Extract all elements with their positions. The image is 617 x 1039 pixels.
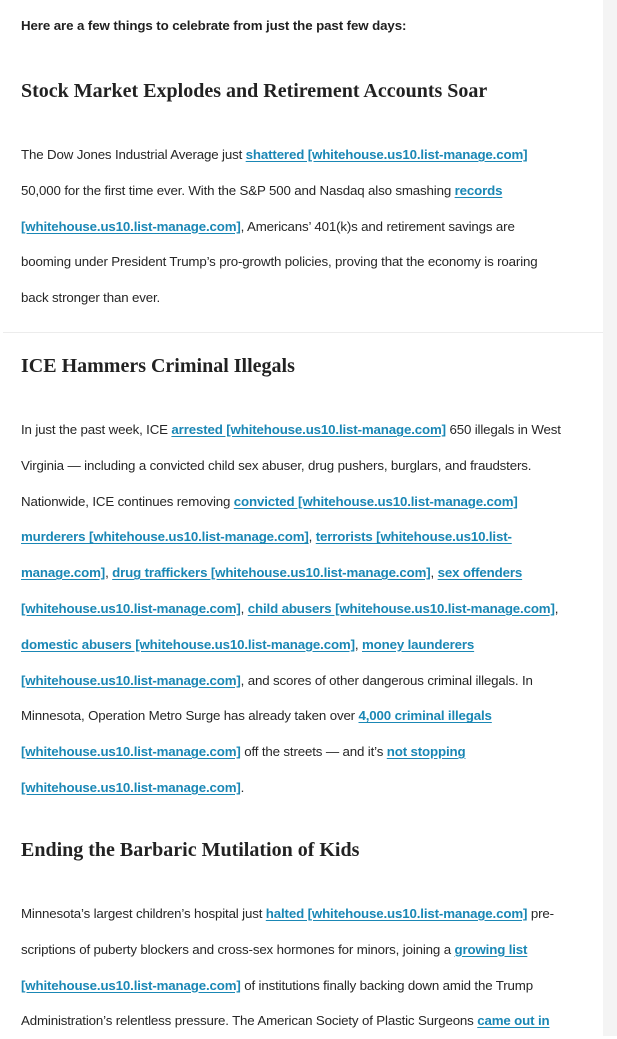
link-4000-criminal-illegals-url[interactable]: [whitehouse.us10.list-manage.com] (21, 744, 241, 760)
link-terrorists-cont[interactable]: manage.com] (21, 565, 106, 581)
text-line: [whitehouse.us10.list-manage.com], and scores of other dangerous criminal illegals. In (21, 672, 533, 688)
text-line: murderers [whitehouse.us10.list-manage.com], terrorists [whitehouse.us10.list- (21, 529, 512, 545)
text-line: scriptions of puberty blockers and cross-sex hormones for minors, joining a growing list (21, 941, 528, 957)
link-shattered[interactable]: shattered [whitehouse.us10.list-manage.com] (245, 147, 528, 162)
link-records-url[interactable]: [whitehouse.us10.list-manage.com] (21, 218, 241, 234)
text-line: [whitehouse.us10.list-manage.com], Americans’ 401(k)s and retirement savings are (21, 218, 515, 234)
content-card-body (21, 333, 587, 1036)
section-paragraph-ending-mutilation (21, 896, 554, 1039)
intro-text: Here are a few things to celebrate from just the past few days: (21, 18, 407, 33)
text-line: Administration’s relentless pressure. The American Society of Plastic Surgeons came out in (21, 1013, 550, 1029)
link-not-stopping-url[interactable]: [whitehouse.us10.list-manage.com] (21, 779, 241, 795)
content-card (3, 333, 603, 1036)
link-arrested[interactable]: arrested [whitehouse.us10.list-manage.com] (171, 422, 446, 437)
text-line: Virginia — including a convicted child sex abuser, drug pushers, burglars, and fraudsters. (21, 457, 532, 473)
text-line: manage.com], drug traffickers [whitehouse.us10.list-manage.com], sex offenders (21, 565, 523, 581)
text-line: In just the past week, ICE arrested [whitehouse.us10.list-manage.com] 650 illegals in West (21, 422, 561, 437)
link-halted[interactable]: halted [whitehouse.us10.list-manage.com] (265, 906, 528, 921)
link-convicted[interactable]: convicted [whitehouse.us10.list-manage.com] (233, 493, 518, 509)
link-terrorists[interactable]: terrorists [whitehouse.us10.list- (315, 529, 512, 545)
link-sex-offenders-url[interactable]: [whitehouse.us10.list-manage.com] (21, 600, 241, 616)
text-line: [whitehouse.us10.list-manage.com]. (21, 779, 245, 795)
text-line: domestic abusers [whitehouse.us10.list-manage.com], money launderers (21, 636, 475, 652)
section-heading-ending-mutilation: Ending the Barbaric Mutilation of Kids (21, 839, 360, 861)
text-line: [whitehouse.us10.list-manage.com], child abusers [whitehouse.us10.list-manage.com], (21, 600, 559, 616)
text-line: Nationwide, ICE continues removing convicted [whitehouse.us10.list-manage.com] (21, 493, 518, 509)
link-not-stopping[interactable]: not stopping (386, 744, 466, 760)
link-growing-list[interactable]: growing list (454, 941, 528, 957)
text-line: Minnesota’s largest children’s hospital just halted [whitehouse.us10.list-manage.com] pre- (21, 906, 554, 921)
text-line: booming under President Trump’s pro-growth policies, proving that the economy is roaring (21, 254, 538, 270)
link-domestic-abusers[interactable]: domestic abusers [whitehouse.us10.list-manage.com] (21, 636, 355, 652)
text-line: Minnesota, Operation Metro Surge has already taken over 4,000 criminal illegals (21, 708, 492, 724)
section-paragraph-ice (21, 412, 561, 806)
link-4000-criminal-illegals[interactable]: 4,000 criminal illegals (358, 708, 492, 724)
link-murderers[interactable]: murderers [whitehouse.us10.list-manage.com] (21, 529, 309, 545)
page-side-strip (603, 0, 617, 1036)
link-money-launderers[interactable]: money launderers (361, 636, 475, 652)
section-paragraph-stock-market (21, 137, 538, 316)
link-came-out-in[interactable]: came out in (477, 1013, 550, 1029)
link-sex-offenders[interactable]: sex offenders (437, 565, 523, 581)
link-money-launderers-url[interactable]: [whitehouse.us10.list-manage.com] (21, 672, 241, 688)
link-drug-traffickers[interactable]: drug traffickers [whitehouse.us10.list-manage.com] (112, 565, 431, 581)
section-heading-stock-market: Stock Market Explodes and Retirement Accounts Soar (21, 80, 488, 102)
text-line: back stronger than ever. (21, 290, 161, 306)
text-line: 50,000 for the first time ever. With the S&P 500 and Nasdaq also smashing records (21, 182, 503, 198)
link-records[interactable]: records (454, 182, 503, 198)
link-growing-list-url[interactable]: [whitehouse.us10.list-manage.com] (21, 977, 241, 993)
text-line: [whitehouse.us10.list-manage.com] off the streets — and it’s not stopping (21, 744, 466, 760)
link-child-abusers[interactable]: child abusers [whitehouse.us10.list-manage.com] (247, 600, 555, 616)
text-line: [whitehouse.us10.list-manage.com] of institutions finally backing down amid the Trump (21, 977, 533, 993)
intro-card-content (21, 0, 587, 332)
section-heading-ice: ICE Hammers Criminal Illegals (21, 355, 295, 377)
text-line: The Dow Jones Industrial Average just shattered [whitehouse.us10.list-manage.com] (21, 147, 528, 162)
intro-card (3, 0, 603, 333)
